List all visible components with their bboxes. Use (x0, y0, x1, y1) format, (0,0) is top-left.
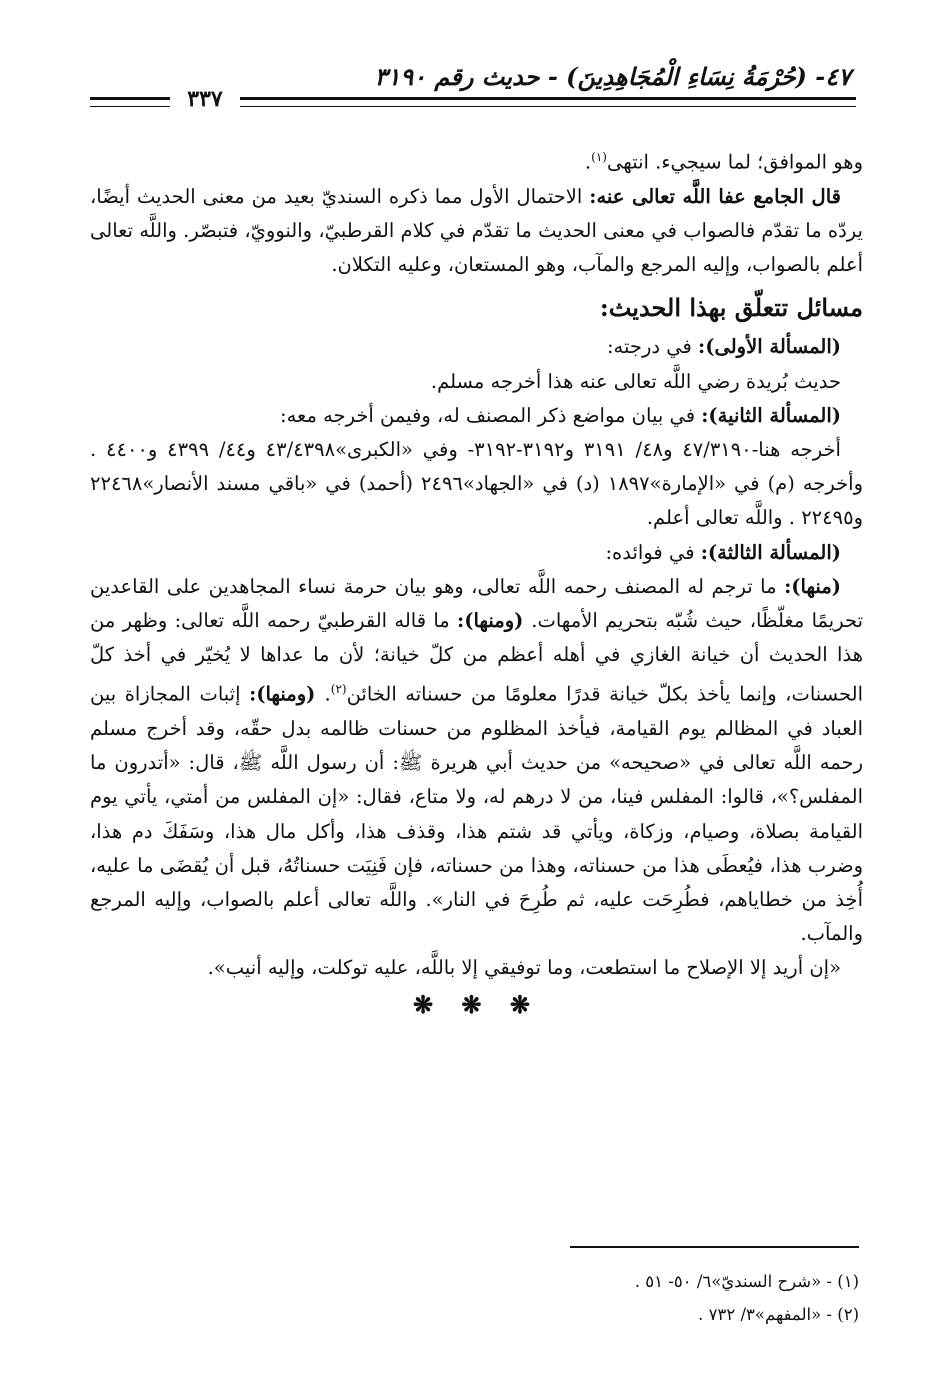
header-rule-left (90, 97, 170, 107)
footnote-rule (570, 1246, 859, 1248)
footnote: (٢) - «المفهم»٣/ ٧٣٢ . (698, 1305, 859, 1324)
bold-lead: (المسألة الثالثة): (700, 540, 841, 564)
bold-lead: (المسألة الثانية): (701, 403, 841, 427)
section-heading: مسائل تتعلّق بهذا الحديث: (599, 293, 863, 323)
text: في بيان مواضع ذكر المصنف له، وفيمن أخرجه معه: (280, 403, 702, 427)
text: الاحتمال الأول مما ذكره السنديّ بعيد من معنى الحديث أيضًا، يردّه ما تقدّم فالصواب في معنى الحديث ما تقدّم في كلام القرطبيّ، والنوويّ، فتبصّر. واللَّه تعالى أعلم بالصواب، وإليه المرجع والمآب، وهو المستعان، وعليه التكلان. (90, 184, 863, 277)
footnote-ref: (٢) (330, 682, 347, 697)
issue-heading (90, 536, 863, 570)
bold-lead: (المسألة الأولى): (698, 335, 841, 359)
bold-lead: قال الجامع عفا اللَّه تعالى عنه: (589, 184, 841, 208)
text: إثبات المجازاة بين العباد في المظالم يوم القيامة، فيأخذ المظلوم من حسنات ظالمه بدل حقّه، وقد أخرج مسلم رحمه اللَّه تعالى في «صحيحه» من حديث أبي هريرة ﷺ: أن رسول اللَّه ﷺ، قال: «أتدرون ما المفلس؟»، قالوا: المفلس فينا، من لا درهم له، ولا متاع، فقال: «إن المفلس من أمتي، يأتي يوم القيامة بصلاة، وصيام، وزكاة، ويأتي قد شتم هذا، وقذف هذا، وأكل مال هذا، وسَفَكَ دم هذا، وضرب هذا، فيُعطَى هذا من حسناته، وهذا من حسناته، فإن فَنِيَت حسناتُهُ، قبل أن يُقضَى ما عليه، أُخِذ من خطاياهم، فطُرِحَت عليه، ثم طُرِحَ في النار». واللَّه تعالى أعلم بالصواب، وإليه المرجع والمآب. (90, 682, 863, 946)
text: ما قاله القرطبيّ رحمه اللَّه تعالى: وظهر من هذا الحديث أن خيانة الغازي في أهله أعظم من كلّ خيانة؛ لأن ما عداها لا يُخيّر في أخذ كلّ الحسنات، وإنما يأخذ بكلّ خيانة قدرًا معلومًا من حسناته الخائن (90, 608, 864, 706)
footnote: (١) - «شرح السنديّ»٦/ ٥٠- ٥١ . (634, 1272, 859, 1291)
bold-lead: (ومنها): (249, 682, 325, 706)
bold-lead: (ومنها): (457, 608, 532, 632)
footnotes (90, 1265, 859, 1331)
text: وهو الموافق؛ لما سيجيء. انتهى (606, 150, 863, 174)
paragraph: (منها): ما ترجم له المصنف رحمه اللَّه تعالى، وهو بيان حرمة نساء المجاهدين على القاعدين تحريمًا مغلّظًا، حيث شُبّه بتحريم الأمهات. (ومنها): ما قاله القرطبيّ رحمه اللَّه تعالى: وظهر من هذا الحديث أن خيانة الغازي في أهله أعظم من كلّ خيانة؛ لأن ما عداها لا يُخيّر في أخذ كلّ الحسنات، وإنما يأخذ بكلّ خيانة قدرًا معلومًا من حسناته الخائن$^{(٢)}$. (ومنها): إثبات المجازاة بين العباد في المظالم يوم القيامة، فيأخذ المظلوم من حسنات ظالمه بدل حقّه، وقد أخرج مسلم رحمه اللَّه تعالى في «صحيحه» من حديث أبي هريرة ﷺ: أن رسول اللَّه ﷺ، قال: «أتدرون ما المفلس؟»، قالوا: المفلس فينا، من لا درهم له، ولا متاع، فقال: «إن المفلس من أمتي، يأتي يوم القيامة بصلاة، وصيام، وزكاة، ويأتي قد شتم هذا، وقذف هذا، وأكل مال هذا، وسَفَكَ دم هذا، وضرب هذا، فيُعطَى هذا من حسناته، وهذا من حسناته، فإن فَنِيَت حسناتُهُ، قبل أن يُقضَى ما عليه، أُخِذ من خطاياهم، فطُرِحَت عليه، ثم طُرِحَ في النار». واللَّه تعالى أعلم بالصواب، وإليه المرجع والمآب. (90, 574, 864, 946)
bold-lead: (منها): (784, 574, 841, 598)
text: في فوائده: (605, 540, 701, 564)
footnote-ref: (١) (591, 150, 607, 164)
main-text (90, 140, 863, 1022)
text: ما ترجم له المصنف رحمه اللَّه تعالى، وهو بيان حرمة نساء المجاهدين على القاعدين تحريمًا مغلّظًا، حيث شُبّه بتحريم الأمهات. (90, 574, 863, 632)
closing-quote: «إن أريد إلا الإصلاح ما استطعت، وما توفيقي إلا باللَّه، عليه توكلت، وإليه أنيب». (207, 956, 841, 980)
text: في درجته: (606, 335, 699, 359)
paragraph (90, 180, 863, 283)
header-rule (240, 97, 856, 107)
section-ornament: ❋ ❋ ❋ (412, 989, 541, 1019)
issue-heading (90, 399, 863, 433)
paragraph: أخرجه هنا-٤٧/٣١٩٠ و٤٨/ ٣١٩١ و٣١٩٢-٣١٩٢- وفي «الكبرى»٤٣/٤٣٩٨ و٤٤/ ٤٣٩٩ و٤٤٠٠ . وأخرجه (م) في «الإمارة»١٨٩٧ (د) في «الجهاد»٢٤٩٦ (أحمد) في «باقي مسند الأنصار»٢٢٤٦٨ و٢٢٤٩٥ . واللَّه تعالى أعلم. (90, 437, 863, 530)
running-header-title: ٤٧- (حُرْمَةُ نِسَاءِ الْمُجَاهِدِينَ) - حديث رقم ٣١٩٠ (374, 62, 851, 91)
paragraph: حديث بُريدة رضي اللَّه تعالى عنه هذا أخرجه مسلم. (430, 369, 841, 393)
issue-heading (90, 330, 863, 364)
paragraph: وهو الموافق؛ لما سيجيء. انتهى$^{(١)}$. (584, 150, 863, 174)
page-number: ٣٣٧ (187, 86, 223, 112)
